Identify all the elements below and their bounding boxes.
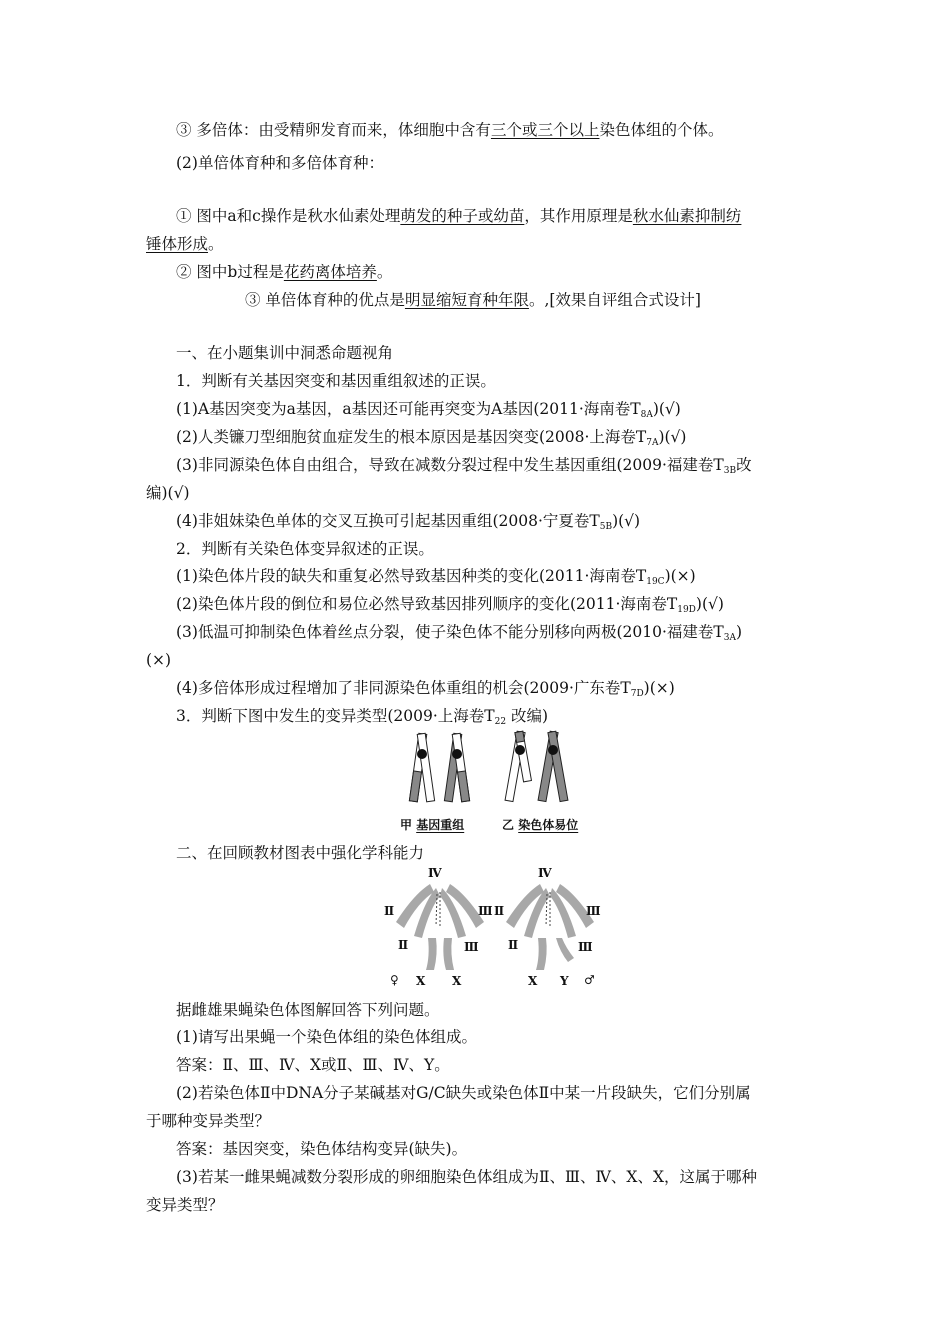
male-karyotype (506, 884, 594, 970)
answer-2: 答案：基因突变，染色体结构变异(缺失)。 (176, 1140, 468, 1158)
translocation-label: 乙 染色体易位 (502, 818, 579, 832)
female-symbol: ♀ (390, 973, 399, 987)
q1-item-4: (4)非姐妹染色单体的交叉互换可引起基因重组(2008·宁夏卷$T_{5B})(√)$ (176, 512, 641, 532)
sub-question-1: (1)请写出果蝇一个染色体组的染色体组成。 (176, 1028, 477, 1046)
female-label-iii-bottom: Ⅲ (464, 940, 479, 954)
q1-item-3: (3)非同源染色体自由组合，导致在减数分裂过程中发生基因重组(2009·福建卷$T_{3B}$改 (176, 456, 752, 476)
question-3: 3．判断下图中发生的变异类型(2009·上海卷$T_{22}$ 改编) (176, 707, 549, 727)
male-x-label: X (528, 974, 538, 988)
answer-1: 答案：Ⅱ、Ⅲ、Ⅳ、X或Ⅱ、Ⅲ、Ⅳ、Y。 (176, 1056, 450, 1074)
sub-question-2-cont: 于哪种变异类型？ (146, 1112, 271, 1130)
q1-item-2: (2)人类镰刀型细胞贫血症发生的根本原因是基因突变(2008·上海卷$T_{7A})(√)$ (176, 428, 687, 448)
q2-item-4: (4)多倍体形成过程增加了非同源染色体重组的机会(2009·广东卷$T_{7D})(\times)$ (176, 679, 675, 699)
fruit-fly-karyotype-figure (380, 866, 610, 991)
female-label-iv: Ⅳ (428, 866, 442, 880)
question-1: 1．判断有关基因突变和基因重组叙述的正误。 (176, 372, 496, 390)
question-2: 2．判断有关染色体变异叙述的正误。 (176, 540, 434, 558)
q1-item-1: (1)A基因突变为a基因，a基因还可能再突变为A基因(2011·海南卷$T_{8A})(√)$ (176, 400, 681, 420)
female-x2-label: X (452, 974, 462, 988)
male-label-iii-top: Ⅲ (586, 904, 601, 918)
sub-question-2: (2)若染色体Ⅱ中DNA分子某碱基对G/C缺失或染色体Ⅱ中某一片段缺失，它们分别属 (176, 1084, 751, 1102)
male-label-ii-bottom: Ⅱ (508, 938, 519, 952)
recombination-pair (409, 733, 469, 801)
point-1-line1: ① 图中a和c操作是秋水仙素处理萌发的种子或幼苗，其作用原理是秋水仙素抑制纺 (176, 207, 742, 225)
female-label-ii-bottom: Ⅱ (398, 938, 409, 952)
section-2-heading: 二、在回顾教材图表中强化学科能力 (176, 844, 425, 862)
karyotype-diagram (380, 866, 610, 991)
male-label-iv: Ⅳ (538, 866, 552, 880)
male-y-label: Y (560, 974, 569, 988)
recombination-label: 甲 基因重组 (400, 818, 465, 832)
paragraph-intro: 据雌雄果蝇染色体图解回答下列问题。 (176, 1001, 440, 1019)
q2-item-1: (1)染色体片段的缺失和重复必然导致基因种类的变化(2011·海南卷$T_{19C})(\times)$ (176, 567, 696, 587)
male-label-ii-top: Ⅱ (494, 904, 505, 918)
q1-item-3-cont: 编)(√) (146, 484, 190, 502)
female-label-ii-top: Ⅱ (384, 904, 395, 918)
female-label-iii-top: Ⅲ (478, 904, 493, 918)
sub-question-3-cont: 变异类型？ (146, 1196, 224, 1214)
polyploid-definition: ③ 多倍体：由受精卵发育而来，体细胞中含有三个或三个以上染色体组的个体。 (176, 121, 724, 139)
male-label-iii-bottom: Ⅲ (578, 940, 593, 954)
sub-question-3: (3)若某一雌果蝇减数分裂形成的卵细胞染色体组成为Ⅱ、Ⅲ、Ⅳ、X、X，这属于哪种 (176, 1168, 757, 1186)
chromosome-diagram (390, 728, 600, 808)
chromosome-variation-figure (390, 728, 600, 838)
q2-item-3-cont: (×) (146, 651, 172, 669)
q2-item-3: (3)低温可抑制染色体着丝点分裂，使子染色体不能分别移向两极(2010·福建卷$T_{3A}$) (176, 623, 743, 643)
translocation-pair (505, 731, 568, 801)
q2-item-2: (2)染色体片段的倒位和易位必然导致基因排列顺序的变化(2011·海南卷$T_{19D})(√)$ (176, 595, 724, 615)
point-1-line2: 锤体形成。 (146, 235, 224, 253)
female-karyotype (396, 884, 484, 970)
female-x1-label: X (416, 974, 426, 988)
point-3: ③ 单倍体育种的优点是明显缩短育种年限。,[效果自评组合式设计] (245, 291, 701, 309)
point-2: ② 图中b过程是花药离体培养。 (176, 263, 393, 281)
male-symbol: ♂ (584, 973, 595, 987)
section-1-heading: 一、在小题集训中洞悉命题视角 (176, 344, 394, 362)
breeding-heading: (2)单倍体育种和多倍体育种： (176, 154, 384, 172)
